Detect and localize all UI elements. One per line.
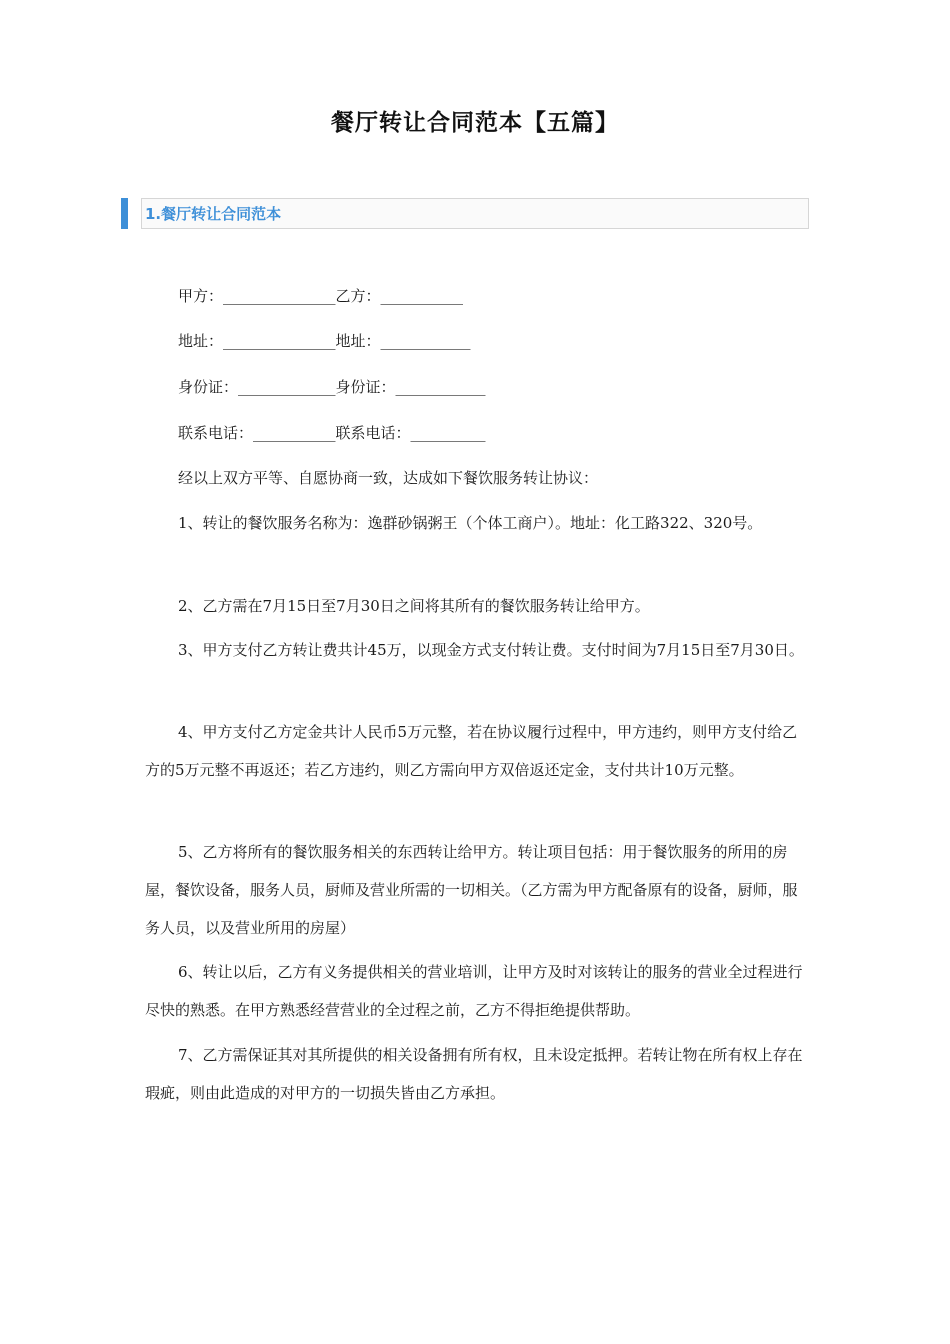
- clause-3: 3、甲方支付乙方转让费共计45万，以现金方式支付转让费。支付时间为7月15日至7月30日。: [178, 641, 804, 659]
- party-line-phone: 联系电话：___________联系电话：__________: [178, 424, 486, 442]
- section-header: [121, 198, 807, 227]
- party-line-address: 地址：_______________地址：____________: [178, 332, 471, 350]
- clause-1: 1、转让的餐饮服务名称为：逸群砂锅粥王（个体工商户）。地址：化工路322、320号。: [178, 514, 763, 532]
- clause-6: 6、转让以后，乙方有义务提供相关的营业培训，让甲方及时对该转让的服务的营业全过程进行尽快的熟悉。在甲方熟悉经营营业的全过程之前，乙方不得拒绝提供帮助。: [145, 963, 803, 1019]
- clause-2: 2、乙方需在7月15日至7月30日之间将其所有的餐饮服务转让给甲方。: [178, 597, 650, 615]
- clause-7: 7、乙方需保证其对其所提供的相关设备拥有所有权，且未设定抵押。若转让物在所有权上存在瑕疵，则由此造成的对甲方的一切损失皆由乙方承担。: [145, 1046, 803, 1102]
- party-line-id-card: 身份证：_____________身份证：____________: [178, 378, 486, 396]
- clause-5: 5、乙方将所有的餐饮服务相关的东西转让给甲方。转让项目包括：用于餐饮服务的所用的房屋，餐饮设备，服务人员，厨师及营业所需的一切相关。（乙方需为甲方配备原有的设备，厨师，服务人员，以及营业所用的房屋）: [145, 843, 798, 937]
- section-title-box: [141, 198, 809, 229]
- section-accent-bar: [121, 198, 128, 229]
- clause-4: 4、甲方支付乙方定金共计人民币5万元整，若在协议履行过程中，甲方违约，则甲方支付给乙方的5万元整不再返还；若乙方违约，则乙方需向甲方双倍返还定金，支付共计10万元整。: [145, 723, 798, 779]
- section-title: 1.餐厅转让合同范本: [145, 205, 282, 223]
- party-line-name: 甲方：_______________乙方：___________: [178, 287, 464, 305]
- document-title: 餐厅转让合同范本【五篇】: [331, 110, 619, 136]
- intro-paragraph: 经以上双方平等、自愿协商一致，达成如下餐饮服务转让协议：: [178, 469, 599, 487]
